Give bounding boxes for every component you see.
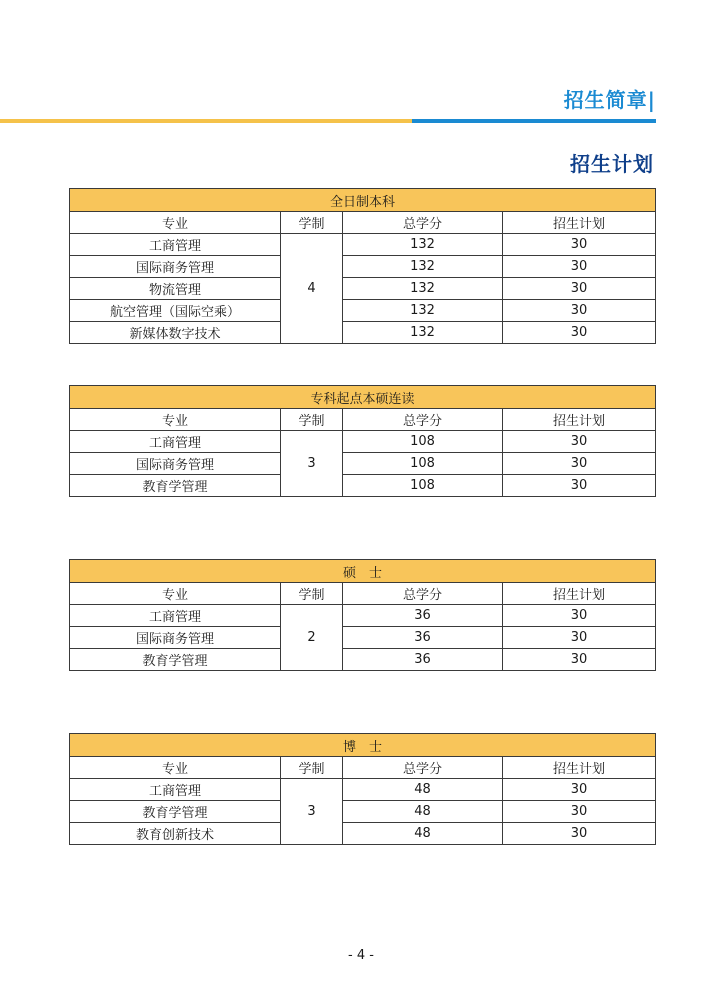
column-header-plan: 招生计划 [503, 212, 656, 234]
table-row [70, 823, 656, 845]
major-cell: 教育创新技术 [70, 823, 281, 845]
table-title: 全日制本科 [70, 189, 656, 212]
major-cell: 工商管理 [70, 234, 281, 256]
table-row [70, 475, 656, 497]
column-header-credits: 总学分 [343, 583, 503, 605]
column-header-plan: 招生计划 [503, 409, 656, 431]
plan-cell: 30 [503, 801, 656, 823]
plan-cell: 30 [503, 823, 656, 845]
plan-table-doctor [69, 733, 656, 845]
major-cell: 新媒体数字技术 [70, 322, 281, 344]
duration-cell: 3 [281, 779, 343, 845]
column-header-row [70, 212, 656, 234]
table-row [70, 453, 656, 475]
table-row [70, 300, 656, 322]
credits-cell: 132 [343, 322, 503, 344]
credits-cell: 132 [343, 256, 503, 278]
major-cell: 航空管理（国际空乘） [70, 300, 281, 322]
plan-cell: 30 [503, 475, 656, 497]
major-cell: 教育学管理 [70, 649, 281, 671]
duration-cell: 3 [281, 431, 343, 497]
table-row [70, 431, 656, 453]
plan-cell: 30 [503, 234, 656, 256]
brochure-title: 招生简章| [563, 88, 656, 112]
column-header-duration: 学制 [281, 583, 343, 605]
plan-table-master [69, 559, 656, 671]
duration-cell: 2 [281, 605, 343, 671]
credits-cell: 132 [343, 300, 503, 322]
table-row [70, 649, 656, 671]
credits-cell: 132 [343, 234, 503, 256]
plan-table-bachelor-master [69, 385, 656, 497]
table-row [70, 605, 656, 627]
credits-cell: 108 [343, 431, 503, 453]
credits-cell: 48 [343, 823, 503, 845]
table-row [70, 278, 656, 300]
table-row [70, 801, 656, 823]
major-cell: 工商管理 [70, 605, 281, 627]
major-cell: 物流管理 [70, 278, 281, 300]
major-cell: 教育学管理 [70, 475, 281, 497]
plan-cell: 30 [503, 256, 656, 278]
major-cell: 教育学管理 [70, 801, 281, 823]
table-row [70, 779, 656, 801]
column-header-row [70, 409, 656, 431]
plan-cell: 30 [503, 649, 656, 671]
table-row [70, 234, 656, 256]
plan-cell: 30 [503, 322, 656, 344]
major-cell: 工商管理 [70, 779, 281, 801]
column-header-major: 专业 [70, 409, 281, 431]
title-divider-yellow [0, 119, 412, 123]
page-number: - 4 - [348, 948, 374, 963]
column-header-major: 专业 [70, 212, 281, 234]
column-header-credits: 总学分 [343, 757, 503, 779]
major-cell: 国际商务管理 [70, 256, 281, 278]
plan-cell: 30 [503, 627, 656, 649]
table-title: 博 士 [70, 734, 656, 757]
title-divider [0, 119, 656, 123]
credits-cell: 36 [343, 605, 503, 627]
credits-cell: 48 [343, 801, 503, 823]
plan-cell: 30 [503, 453, 656, 475]
column-header-duration: 学制 [281, 757, 343, 779]
credits-cell: 36 [343, 649, 503, 671]
column-header-plan: 招生计划 [503, 583, 656, 605]
table-row [70, 256, 656, 278]
plan-cell: 30 [503, 431, 656, 453]
duration-cell: 4 [281, 234, 343, 344]
column-header-major: 专业 [70, 757, 281, 779]
table-title: 专科起点本硕连读 [70, 386, 656, 409]
title-divider-blue [412, 119, 656, 123]
credits-cell: 36 [343, 627, 503, 649]
credits-cell: 108 [343, 453, 503, 475]
table-row [70, 322, 656, 344]
column-header-plan: 招生计划 [503, 757, 656, 779]
credits-cell: 48 [343, 779, 503, 801]
table-row [70, 627, 656, 649]
column-header-duration: 学制 [281, 409, 343, 431]
column-header-row [70, 583, 656, 605]
major-cell: 国际商务管理 [70, 627, 281, 649]
plan-cell: 30 [503, 278, 656, 300]
column-header-credits: 总学分 [343, 409, 503, 431]
section-title: 招生计划 [570, 152, 654, 176]
plan-cell: 30 [503, 300, 656, 322]
major-cell: 工商管理 [70, 431, 281, 453]
column-header-credits: 总学分 [343, 212, 503, 234]
column-header-major: 专业 [70, 583, 281, 605]
credits-cell: 108 [343, 475, 503, 497]
credits-cell: 132 [343, 278, 503, 300]
column-header-duration: 学制 [281, 212, 343, 234]
column-header-row [70, 757, 656, 779]
plan-table-undergraduate [69, 188, 656, 344]
major-cell: 国际商务管理 [70, 453, 281, 475]
plan-cell: 30 [503, 605, 656, 627]
table-title: 硕 士 [70, 560, 656, 583]
plan-cell: 30 [503, 779, 656, 801]
